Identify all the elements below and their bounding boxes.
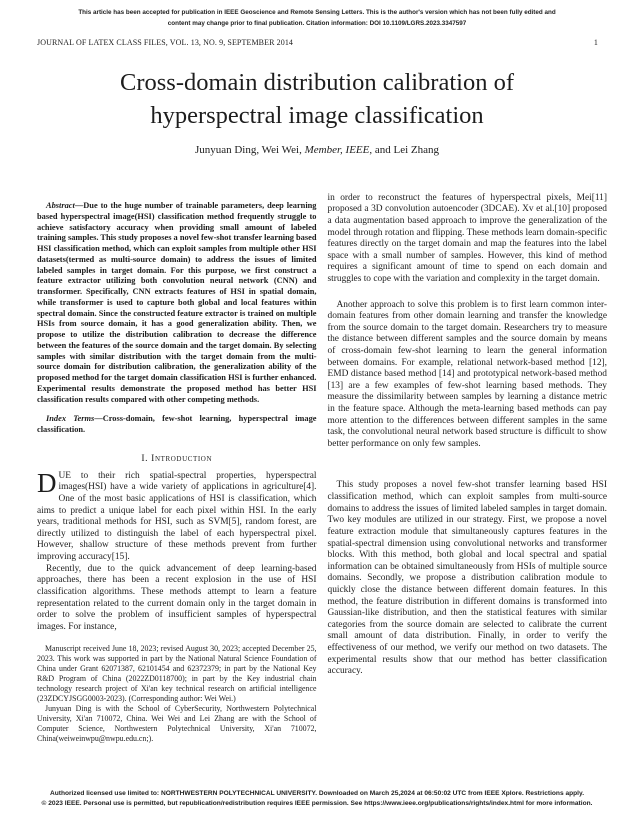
abstract-label: Abstract (46, 201, 75, 211)
license-footer-line-1: Authorized licensed use limited to: NORTHWESTERN POLYTECHNICAL UNIVERSITY. Downloaded on March 25,2024 at 06:50:02 UTC from IEEE Xplore. Restrictions apply. (49, 789, 585, 797)
right-paragraph-2: Another approach to solve this problem is to first learn common inter-domain features from other domain learning and transfer the knowledge from the source domain to the target domain. Researchers try to measure the distance between different samples and the source domain by means of cross-domain few-shot learning to learn the general information between domains. For example, relational network-based method [12], EMD distance based method [14] and prototypical network-based method [13] are a few examples of few-shot learning based methods. They measure the dissimilarity between samples by learning a distance metric in the feature space. Although the meta-learning based methods can pay more attention to the differences between different samples in the same task, the convolutional neural network based structure is difficult to show better performance on only few samples. (327, 299, 607, 449)
right-paragraph-1: in order to reconstruct the features of hyperspectral pixels, Mei[11] proposed a 3D convolution autoencoder (3DCAE). Xv et al.[10] proposed a data augmentation based approach to improve the generalization of the model through rotation and flipping. These methods learn domain-specific features directly on the target domain and map the features into the label space with a small number of samples. However, this kind of method requires a significant amount of time to spend on each domain and struggles to cope with the variation and complexity in the target domain. (327, 192, 607, 284)
license-footer (0, 789, 634, 810)
index-terms-text: —Cross-domain, few-shot learning, hyperspectral image classification. (37, 414, 317, 435)
left-column (37, 193, 317, 744)
section-number: I. (141, 452, 149, 464)
acceptance-notice (0, 0, 634, 29)
acceptance-notice-line-1: This article has been accepted for publication in IEEE Geoscience and Remote Sensing Letters. This is the author's version which has not been fully edited and (78, 9, 556, 16)
index-terms-label: Index Terms (46, 414, 95, 424)
manuscript-footnote: Manuscript received June 18, 2023; revised August 30, 2023; accepted December 25, 2023. This work was supported in part by the National Natural Science Foundation of China under Grant 62071387, 62101454 and 62372379; in part by the National Key R&D Program of China (2022ZD0118700); in part by the Key industrial chain technology research project of Xi'an key technical research on artificial intelligence (23ZDCYJSGG0003-2023). (Corresponding author: Wei Wei.) (37, 644, 317, 704)
section-title: Introduction (151, 452, 213, 464)
authors-line (0, 144, 634, 156)
intro-dropcap: D (37, 467, 57, 498)
paper-title: Cross-domain distribution calibration of hyperspectral image classification (120, 69, 514, 129)
two-column-body (37, 193, 607, 744)
author-membership: Member, IEEE (304, 143, 370, 156)
masthead (37, 38, 598, 47)
right-paragraph-3: This study proposes a novel few-shot transfer learning based HSI classification method, which can exploit samples from multi-source domains to address the issues of limited labeled samples in target domain. Two key modules are utilized in our strategy. First, we propose a novel feature extraction module that simultaneously captures features in the spatial-spectral dimension using convolutional networks and transformer blocks. With this method, both global and local spectral and spatial information can be obtained simultaneously from HSIs of multiple source domains. Secondly, we propose a distribution calibration module to quickly close the distance between different domain features. In this method, the feature distribution in different domains is transformed into Gaussian-like distribution, and then the statistical features with similar categories from the source domain are selected to calibrate the current small amount of data distribution. Finally, in order to verify the effectiveness of our method, we verify our method on two datasets. The experimental results show that our method has better classification accuracy. (327, 480, 607, 677)
acceptance-notice-line-2: content may change prior to final publication. Citation information: DOI 10.1109/LGRS.2023.3347597 (167, 20, 467, 28)
footnotes (37, 644, 317, 744)
intro-paragraph-2: Recently, due to the quick advancement of deep learning-based approaches, there has been a recent explosion in the use of HSI classification algorithms. These methods attempt to learn a feature representation related to the current domain only in the target domain in order to solve the problem of insufficient samples of hyperspectral images. For instance, (37, 563, 317, 632)
abstract (37, 201, 317, 405)
abstract-text: —Due to the huge number of trainable parameters, deep learning based hyperspectral image(HSI) classification method frequently struggle to achieve satisfactory accuracy when providing small amount of labeled training samples. This study proposes a novel few-shot transfer learning based HSI classification method, which can exploit samples from multiple other HSI datasets(termed as multi-source domain) to address the issues of limited labeled samples in target domain. For this purpose, we first construct a feature extractor utilizing both convolution neural network (CNN) and transformer. Specifically, CNN extracts features of HSI in spatial domain, while transformer is used to capture both global and local features within spectral domain. Since the constructed feature extractor is trained on multiple HSIs from source domain, it has a good generalization ability. Then, we propose to utilize the distribution calibration to decrease the difference between the features of the source domain and the target domain. By selecting samples with similar distribution with the target domain from the multi-source domain for distribution calibration, the generalization ability of the proposed method for the target domain classification HSI is further enhanced. Experimental results demonstrate the proposed method has better HSI classification results compared with other competing methods. (37, 201, 317, 404)
section-heading-introduction (37, 453, 317, 464)
authors-names-right: , and Lei Zhang (369, 143, 440, 156)
author-affiliation-footnote: Junyuan Ding is with the School of CyberSecurity, Northwestern Polytechnical University, Xi'an 710072, China. Wei Wei and Lei Zhang are with the School of Computer Science, Northwestern Polytechnical University, Xi'an 710072, China(weiweinwpu@nwpu.edu.cn;). (37, 704, 317, 743)
intro-paragraph-1-text: UE to their rich spatial-spectral properties, hyperspectral images(HSI) have a wide variety of applications in agriculture[4]. One of the most basic applications of HSI is classification, which aims to predict a unique label for each pixel within HSI. In the early years, traditional methods for HSI, such as SVM[5], random forest, are directly utilized to distinguish the label of each hyperspectral pixel. However, shallow structure of these methods prevent from further improving accuracy[15]. (37, 470, 317, 563)
index-terms (37, 414, 317, 436)
authors-names-left: Junyuan Ding, Wei Wei, (194, 143, 305, 156)
page-number: 1 (593, 38, 598, 48)
right-column (328, 193, 608, 744)
copyright-footer-line-2: © 2023 IEEE. Personal use is permitted, but republication/redistribution requires IEEE permission. See https://www.ieee.org/publications/rights/index.html for more information. (41, 800, 593, 808)
journal-header: JOURNAL OF LATEX CLASS FILES, VOL. 13, NO. 9, SEPTEMBER 2014 (37, 38, 294, 48)
intro-paragraph-1 (37, 467, 317, 564)
